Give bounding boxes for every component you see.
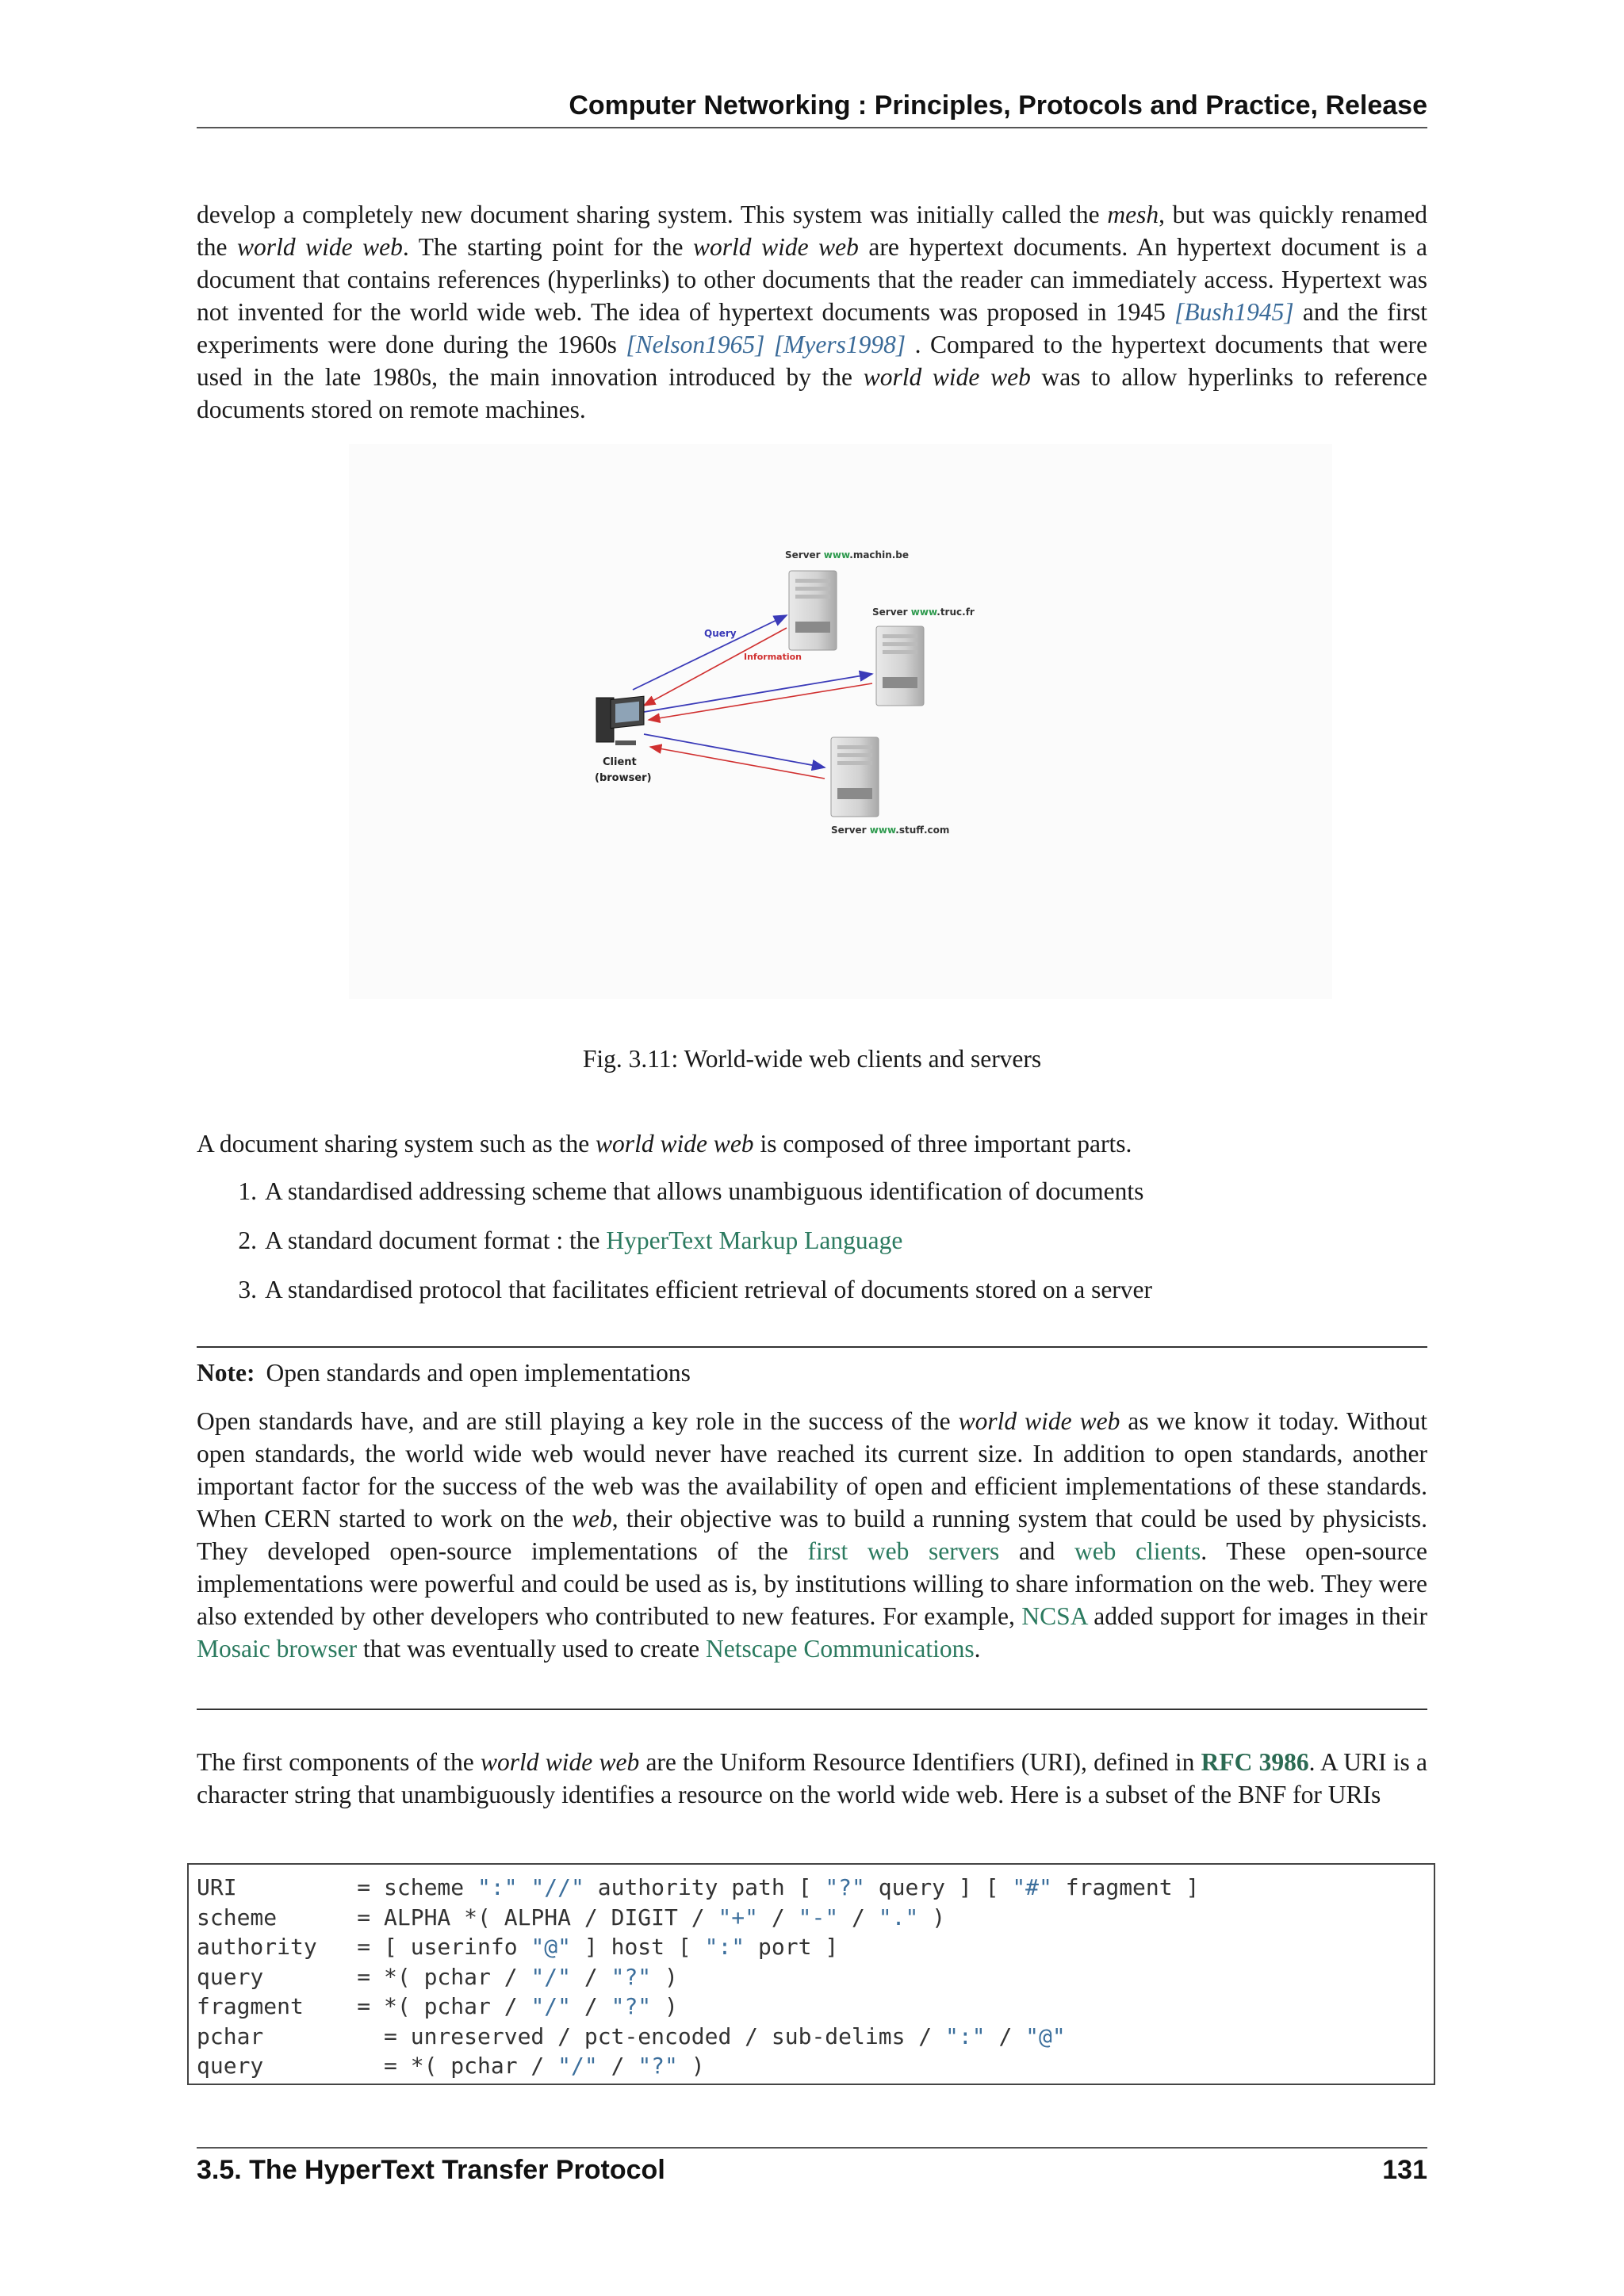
paragraph-parts: A document sharing system such as the world wide web is composed of three important parts. — [197, 1130, 1132, 1158]
parts-list — [197, 1175, 1427, 1322]
code-line: scheme = ALPHA *( ALPHA / DIGIT / "+" / "-" / "." ) — [197, 1904, 946, 1931]
code-line: fragment = *( pchar / "/" / "?" ) — [197, 1993, 678, 2019]
code-line: authority = [ userinfo "@" ] host [ ":" port ] — [197, 1934, 839, 1960]
web-clients-servers-diagram — [539, 539, 1094, 856]
server3-label: Server www.stuff.com — [831, 825, 950, 836]
list-item: 1. A standardised addressing scheme that allows unambiguous identification of documents — [238, 1177, 1144, 1205]
code-text — [189, 1865, 1434, 2081]
web-clients-link[interactable]: web clients — [1074, 1537, 1201, 1565]
note-heading: Note: Open standards and open implementations — [197, 1359, 691, 1387]
note-bottom-rule — [197, 1709, 1427, 1710]
list-item: 3. A standardised protocol that facilitates efficient retrieval of documents stored on a server — [238, 1276, 1153, 1303]
paragraph-intro: develop a completely new document sharing system. This system was initially called the mesh, but was quickly renamed the world wide web. The starting point for the world wide web are hypertext documents. An hypertext document is a document that contains references (hyperlinks) to other documents that the reader can immediately access. Hypertext was not invented for the world wide web. The idea of hypertext documents was proposed in 1945 [Bush1945] and the first experiments were done during the 1960s [Nelson1965] [Myers1998] . Compared to the hypertext documents that were used in the late 1980s, the main innovation introduced by the world wide web was to allow hyperlinks to reference documents stored on remote machines. — [197, 201, 1428, 423]
figure-caption: Fig. 3.11: World-wide web clients and servers — [582, 1045, 1042, 1073]
mosaic-browser-link[interactable]: Mosaic browser — [197, 1635, 358, 1663]
netscape-link[interactable]: Netscape Communications — [706, 1635, 975, 1663]
code-line: query = *( pchar / "/" / "?" ) — [197, 2053, 705, 2079]
code-line: pchar = unreserved / pct-encoded / sub-delims / ":" / "@" — [197, 2022, 1066, 2049]
server-icon — [789, 571, 837, 650]
bnf-code-block — [187, 1863, 1435, 2085]
note-top-rule — [197, 1346, 1427, 1348]
server-icon — [831, 737, 879, 817]
first-web-servers-link[interactable]: first web servers — [807, 1537, 1000, 1565]
server1-label: Server www.machin.be — [785, 549, 910, 561]
rfc3986-link[interactable]: RFC 3986 — [1201, 1748, 1309, 1776]
list-item: 2. A standard document format : the HyperText Markup Language — [238, 1226, 903, 1254]
citation-bush1945[interactable]: [Bush1945] — [1174, 298, 1294, 326]
ncsa-link[interactable]: NCSA — [1021, 1602, 1087, 1630]
code-line: query = *( pchar / "/" / "?" ) — [197, 1963, 678, 1990]
query-arrow-2 — [644, 674, 872, 712]
paragraph-uri: The first components of the world wide web are the Uniform Resource Identifiers (URI), defined in RFC 3986. A URI is a character string that unambiguously identifies a resource on the world wide web. Here is a subset of the BNF for URIs — [197, 1748, 1428, 1808]
information-label: Information — [744, 652, 802, 662]
html-link[interactable]: HyperText Markup Language — [606, 1226, 903, 1254]
note-label: Note: — [197, 1359, 255, 1387]
footer-section-title: 3.5. The HyperText Transfer Protocol — [197, 2155, 665, 2185]
computer-icon — [596, 696, 644, 745]
citation-myers1998[interactable]: [Myers1998] — [773, 331, 906, 358]
code-line: URI = scheme ":" "//" authority path [ "?" query ] [ "#" fragment ] — [197, 1874, 1200, 1900]
query-label: Query — [704, 628, 737, 639]
server2-label: Server www.truc.fr — [872, 607, 975, 618]
client-sublabel: (browser) — [595, 772, 652, 784]
footer-rule — [197, 2147, 1427, 2149]
note-body: Open standards have, and are still playing a key role in the success of the world wide web as we know it today. Without open standards, the world wide web would never have reached its current size. In addition to open standards, another important factor for the success of the web was the availability of open and efficient implementations of these standards. When CERN started to work on the web, their objective was to build a running system that could be used by physicists. They developed open-source implementations of the first web servers and web clients. These open-source implementations were powerful and could be used as is, by institutions willing to share information on the web. They were also extended by other developers who contributed to new features. For example, NCSA added support for images in their Mosaic browser that was eventually used to create Netscape Communications. — [197, 1407, 1427, 1663]
information-arrow-1 — [644, 628, 787, 706]
citation-nelson1965[interactable]: [Nelson1965] — [626, 331, 765, 358]
page-number: 131 — [1382, 2155, 1427, 2185]
server-icon — [876, 626, 924, 706]
information-arrow-2 — [649, 683, 872, 720]
running-header: Computer Networking : Principles, Protocols and Practice, Release — [569, 90, 1427, 121]
header-rule — [197, 127, 1427, 128]
client-label: Client — [603, 756, 637, 768]
